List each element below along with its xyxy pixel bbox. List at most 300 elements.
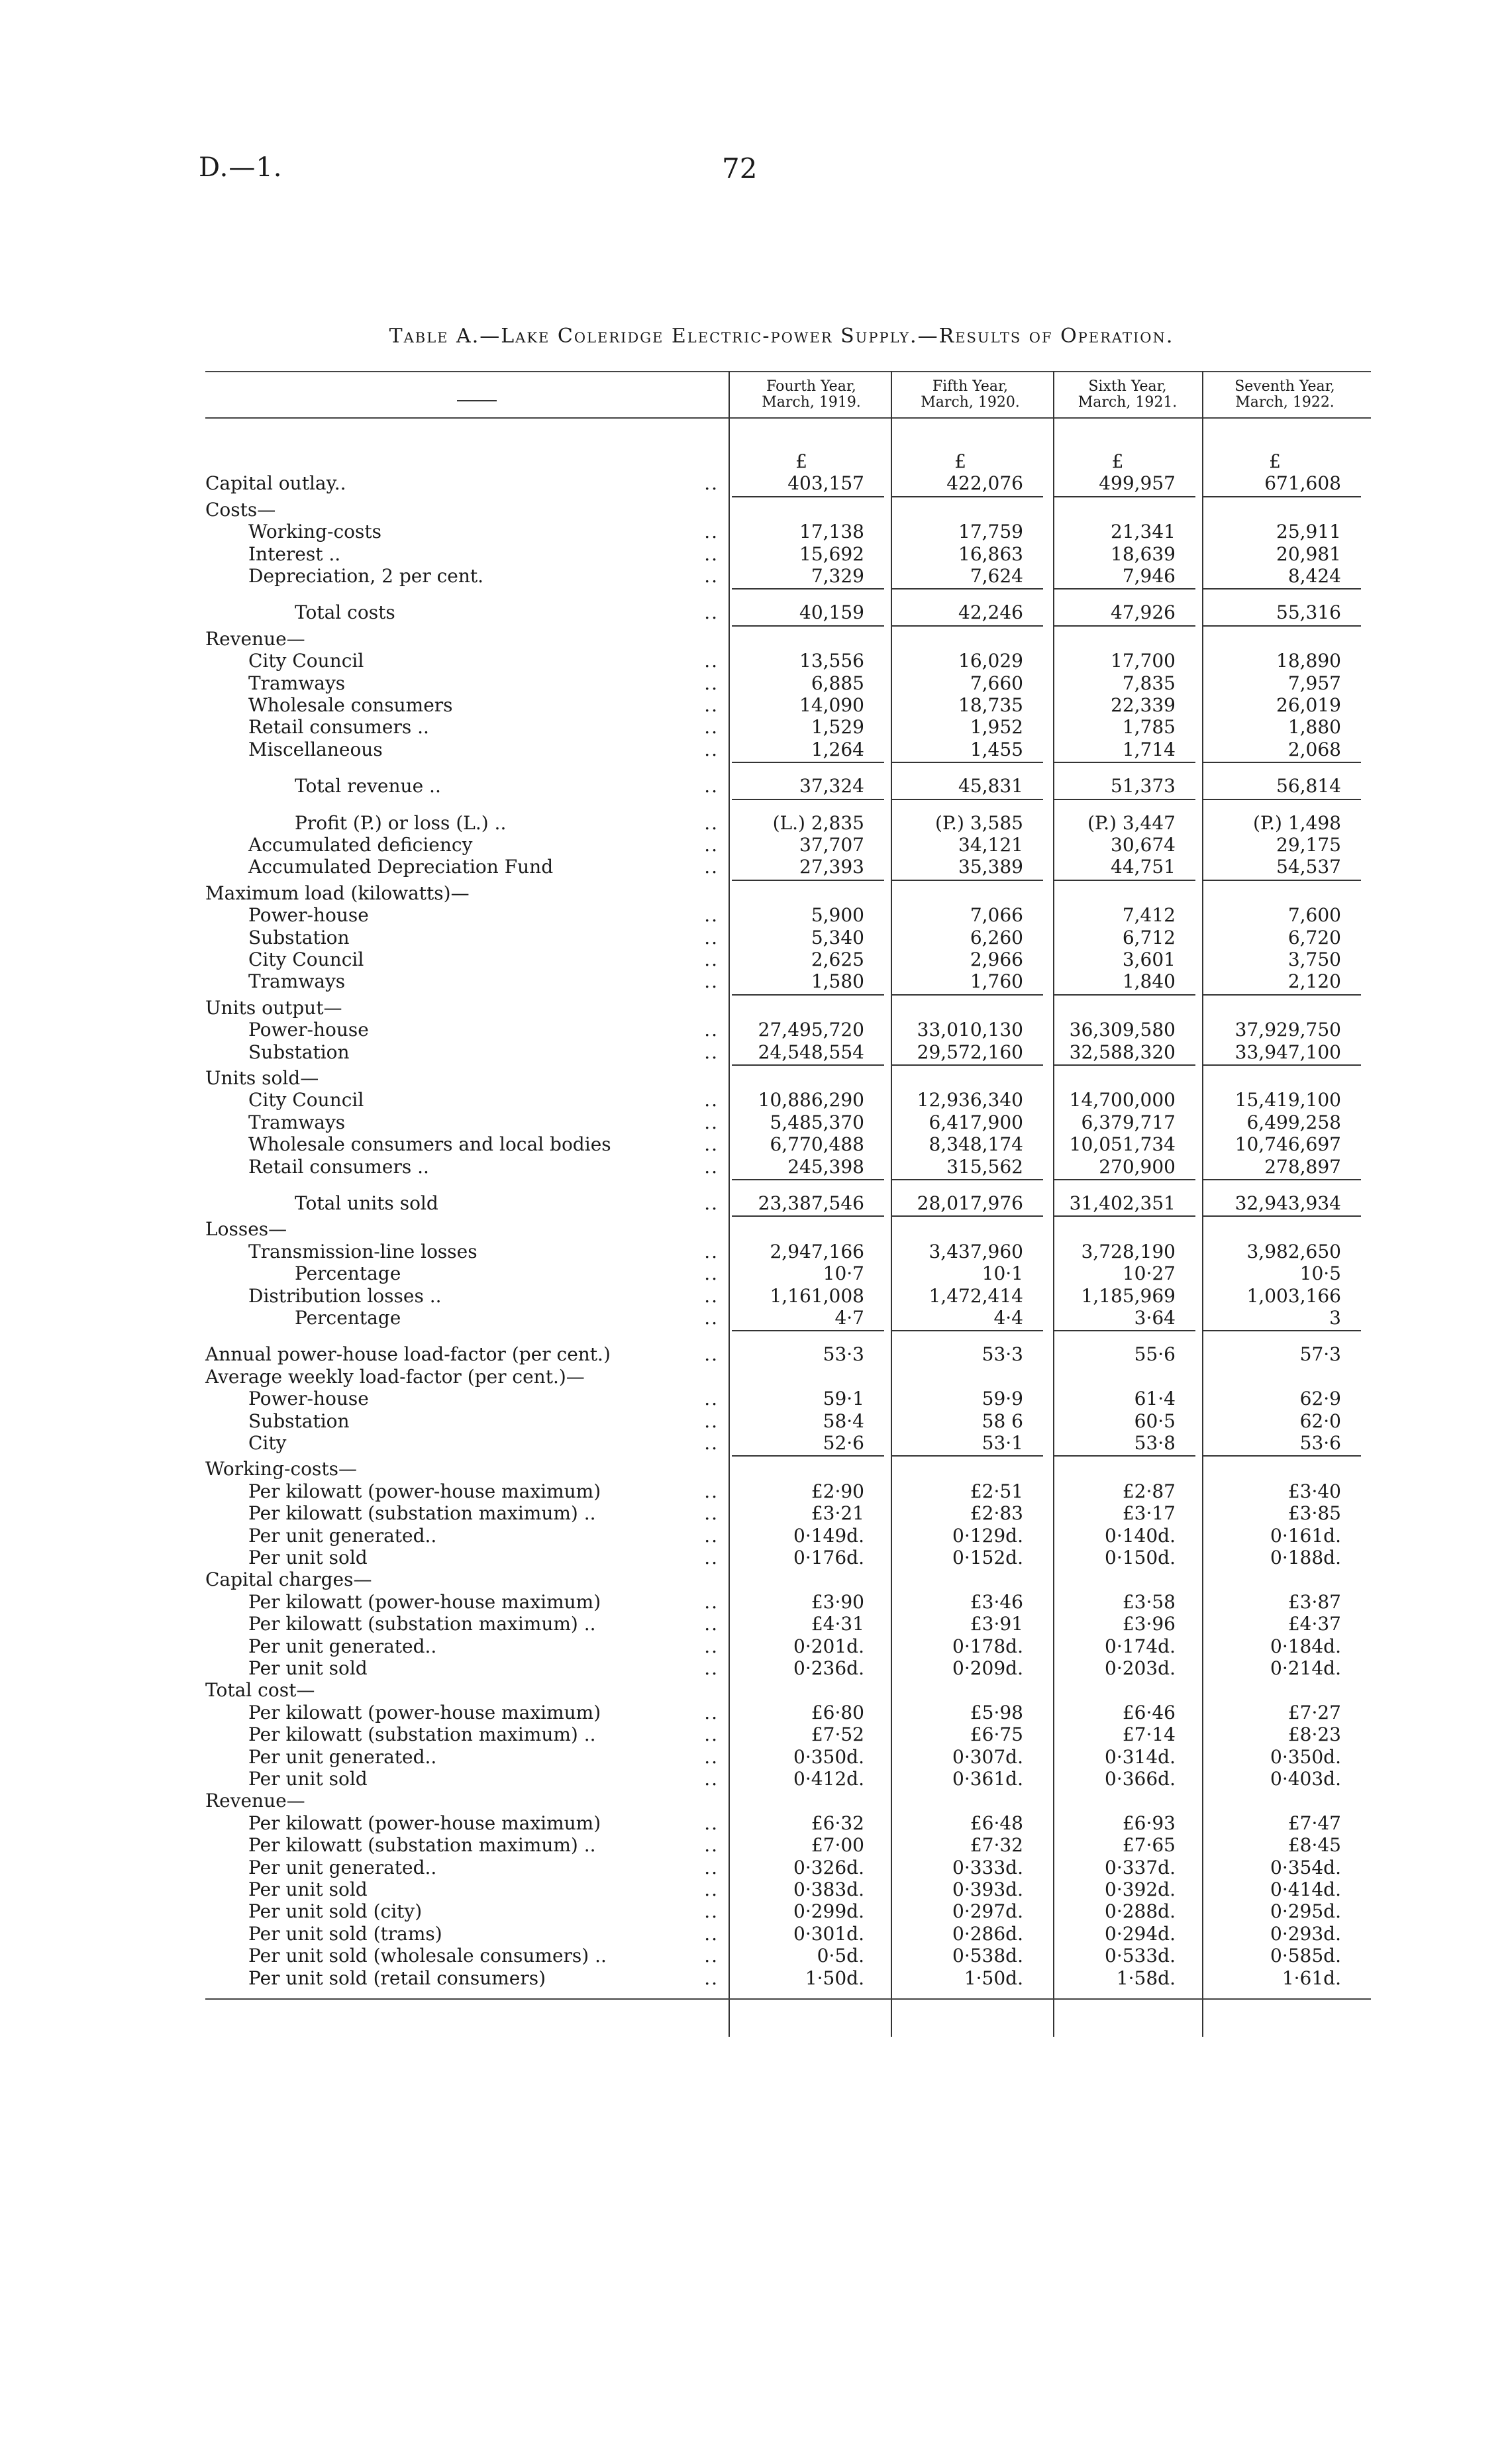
stub-header xyxy=(457,400,497,401)
value-cell: 0·412d. xyxy=(793,1768,864,1790)
value-cell: 37,929,750 xyxy=(1234,1019,1341,1041)
value-cell: 33,010,130 xyxy=(917,1019,1023,1041)
value-cell: 1,264 xyxy=(811,739,864,760)
subtotal-rule xyxy=(732,994,884,996)
value-cell: £ xyxy=(1269,450,1281,472)
row-label: Revenue— xyxy=(205,628,305,650)
table-row xyxy=(205,970,1371,992)
value-cell: 1·50d. xyxy=(805,1967,864,1989)
row-label: Capital outlay.. xyxy=(205,472,346,494)
row-label: Retail consumers .. xyxy=(248,716,429,738)
value-cell: 0·361d. xyxy=(952,1768,1023,1790)
table-row xyxy=(205,904,1371,926)
row-label: Power-house xyxy=(248,904,369,926)
row-label: Total costs xyxy=(295,601,395,623)
value-cell: £2·83 xyxy=(970,1502,1023,1524)
leader-dots: .. xyxy=(704,834,719,856)
value-cell: 0·209d. xyxy=(952,1657,1023,1679)
row-label: Units sold— xyxy=(205,1067,319,1089)
row-label: Losses— xyxy=(205,1218,287,1240)
value-cell: 0·297d. xyxy=(952,1900,1023,1922)
value-cell: £2·90 xyxy=(811,1480,864,1502)
value-cell: 0·201d. xyxy=(793,1635,864,1657)
table-row xyxy=(205,1857,1371,1878)
subtotal-rule xyxy=(891,1455,1043,1457)
subtotal-rule xyxy=(1202,799,1361,800)
row-label: City Council xyxy=(248,1089,364,1111)
value-cell: 0·366d. xyxy=(1105,1768,1176,1790)
row-label: Accumulated Depreciation Fund xyxy=(248,856,554,878)
row-label: Percentage xyxy=(295,1262,401,1284)
table-row xyxy=(205,1547,1371,1568)
value-cell: 0·286d. xyxy=(952,1923,1023,1945)
value-cell: 10·5 xyxy=(1299,1262,1341,1284)
value-cell: 6,499,258 xyxy=(1246,1111,1341,1133)
value-cell: 47,926 xyxy=(1111,601,1176,623)
table-row xyxy=(205,1262,1371,1284)
subtotal-rule xyxy=(891,799,1043,800)
table-row xyxy=(205,694,1371,716)
subtotal-rule xyxy=(1202,625,1361,627)
value-cell: 6,417,900 xyxy=(929,1111,1023,1133)
subtotal-rule xyxy=(891,994,1043,996)
row-label: Per unit generated.. xyxy=(248,1635,437,1657)
table-row xyxy=(205,1746,1371,1768)
value-cell: 28,017,976 xyxy=(917,1192,1023,1214)
value-cell: £6·75 xyxy=(970,1723,1023,1745)
value-cell: 62·9 xyxy=(1299,1388,1341,1410)
value-cell: 0·161d. xyxy=(1270,1525,1341,1547)
value-cell: 0·337d. xyxy=(1105,1857,1176,1878)
table-row xyxy=(205,775,1371,797)
table-row xyxy=(205,1041,1371,1063)
value-cell: £3·91 xyxy=(970,1613,1023,1635)
value-cell: 0·236d. xyxy=(793,1657,864,1679)
value-cell: 7,957 xyxy=(1287,672,1341,694)
value-cell: £3·46 xyxy=(970,1591,1023,1613)
value-cell: 0·414d. xyxy=(1270,1878,1341,1900)
row-label: Per unit sold xyxy=(248,1657,368,1679)
value-cell: 1,952 xyxy=(970,716,1023,738)
value-cell: 10,051,734 xyxy=(1069,1133,1176,1155)
subtotal-rule xyxy=(1053,880,1195,881)
row-label: Per kilowatt (substation maximum) .. xyxy=(248,1723,596,1745)
value-cell: 6,712 xyxy=(1122,927,1176,949)
row-label: Percentage xyxy=(295,1307,401,1329)
subtotal-rule xyxy=(732,496,884,497)
row-label: Per kilowatt (power-house maximum) xyxy=(248,1702,601,1723)
subtotal-rule xyxy=(1202,1330,1361,1331)
value-cell: 10,886,290 xyxy=(758,1089,864,1111)
value-cell: 54,537 xyxy=(1276,856,1341,878)
value-cell: 1,580 xyxy=(811,970,864,992)
leader-dots: .. xyxy=(704,812,719,834)
row-label: Substation xyxy=(248,1041,350,1063)
value-cell: 0·294d. xyxy=(1105,1923,1176,1945)
table-row xyxy=(205,997,1371,1019)
leader-dots: .. xyxy=(704,1702,719,1723)
value-cell: 0·178d. xyxy=(952,1635,1023,1657)
value-cell: (L.) 2,835 xyxy=(772,812,864,834)
subtotal-rule xyxy=(732,1330,884,1331)
value-cell: (P.) 3,447 xyxy=(1087,812,1176,834)
leader-dots: .. xyxy=(704,1525,719,1547)
subtotal-rule xyxy=(1202,496,1361,497)
value-cell: £6·93 xyxy=(1122,1812,1176,1834)
subtotal-rule xyxy=(732,625,884,627)
subtotal-rule xyxy=(891,880,1043,881)
value-cell: 1,185,969 xyxy=(1081,1285,1176,1307)
value-cell: 18,735 xyxy=(958,694,1023,716)
leader-dots: .. xyxy=(704,1111,719,1133)
table-row xyxy=(205,1657,1371,1679)
value-cell: 40,159 xyxy=(799,601,864,623)
value-cell: 30,674 xyxy=(1111,834,1176,856)
leader-dots: .. xyxy=(704,1192,719,1214)
value-cell: 1,529 xyxy=(811,716,864,738)
value-cell: 0·585d. xyxy=(1270,1945,1341,1967)
value-cell: 0·307d. xyxy=(952,1746,1023,1768)
row-label: City Council xyxy=(248,650,364,672)
row-label: Capital charges— xyxy=(205,1568,372,1590)
row-label: Accumulated deficiency xyxy=(248,834,473,856)
leader-dots: .. xyxy=(704,927,719,949)
leader-dots: .. xyxy=(704,1089,719,1111)
value-cell: 671,608 xyxy=(1264,472,1341,494)
value-cell: 0·533d. xyxy=(1105,1945,1176,1967)
header-bottom-rule xyxy=(205,417,1371,419)
table-top-rule xyxy=(205,371,1371,372)
table-row xyxy=(205,1192,1371,1214)
row-label: Per kilowatt (substation maximum) .. xyxy=(248,1613,596,1635)
row-label: Retail consumers .. xyxy=(248,1156,429,1178)
value-cell: 315,562 xyxy=(946,1156,1023,1178)
row-label: Distribution losses .. xyxy=(248,1285,442,1307)
leader-dots: .. xyxy=(704,1945,719,1967)
row-label: Per unit generated.. xyxy=(248,1525,437,1547)
value-cell: £6·48 xyxy=(970,1812,1023,1834)
value-cell: 0·129d. xyxy=(952,1525,1023,1547)
value-cell: 2,966 xyxy=(970,949,1023,970)
value-cell: 32,588,320 xyxy=(1069,1041,1176,1063)
value-cell: 5,485,370 xyxy=(770,1111,864,1133)
leader-dots: .. xyxy=(704,1746,719,1768)
value-cell: 15,692 xyxy=(799,543,864,565)
table-row xyxy=(205,1111,1371,1133)
table-row xyxy=(205,601,1371,623)
value-cell: 0·383d. xyxy=(793,1878,864,1900)
value-cell: 6,720 xyxy=(1287,927,1341,949)
leader-dots: .. xyxy=(704,650,719,672)
leader-dots: .. xyxy=(704,716,719,738)
table-row xyxy=(205,1458,1371,1480)
value-cell: 53·3 xyxy=(823,1343,864,1365)
subtotal-rule xyxy=(1053,1179,1195,1180)
value-cell: 0·314d. xyxy=(1105,1746,1176,1768)
subtotal-rule xyxy=(732,762,884,763)
value-cell: 8,424 xyxy=(1287,565,1341,587)
value-cell: 23,387,546 xyxy=(758,1192,864,1214)
value-cell: 403,157 xyxy=(787,472,864,494)
row-label: City xyxy=(248,1432,287,1454)
table-row xyxy=(205,521,1371,542)
value-cell: 15,419,100 xyxy=(1234,1089,1341,1111)
value-cell: 17,138 xyxy=(799,521,864,542)
subtotal-rule xyxy=(732,1064,884,1066)
leader-dots: .. xyxy=(704,1591,719,1613)
value-cell: 278,897 xyxy=(1264,1156,1341,1178)
table-row xyxy=(205,672,1371,694)
row-label: Per kilowatt (power-house maximum) xyxy=(248,1480,601,1502)
value-cell: 22,339 xyxy=(1111,694,1176,716)
table-row xyxy=(205,1432,1371,1454)
subtotal-rule xyxy=(1202,762,1361,763)
row-label: Per kilowatt (power-house maximum) xyxy=(248,1812,601,1834)
table-row xyxy=(205,1285,1371,1307)
row-label: Units output— xyxy=(205,997,342,1019)
value-cell: 59·1 xyxy=(823,1388,864,1410)
value-cell: 6,885 xyxy=(811,672,864,694)
table-row xyxy=(205,450,1371,472)
row-label: Per unit sold xyxy=(248,1547,368,1568)
value-cell: 0·174d. xyxy=(1105,1635,1176,1657)
value-cell: £3·17 xyxy=(1122,1502,1176,1524)
table-row xyxy=(205,1388,1371,1410)
value-cell: 0·140d. xyxy=(1105,1525,1176,1547)
value-cell: 1,003,166 xyxy=(1246,1285,1341,1307)
leader-dots: .. xyxy=(704,1480,719,1502)
value-cell: £7·52 xyxy=(811,1723,864,1745)
value-cell: £3·40 xyxy=(1287,1480,1341,1502)
table-row xyxy=(205,1768,1371,1790)
table-row xyxy=(205,1218,1371,1240)
value-cell: 34,121 xyxy=(958,834,1023,856)
row-label: Working-costs xyxy=(248,521,381,542)
value-cell: £7·65 xyxy=(1122,1834,1176,1856)
leader-dots: .. xyxy=(704,1878,719,1900)
value-cell: 6,260 xyxy=(970,927,1023,949)
subtotal-rule xyxy=(1202,1215,1361,1217)
row-label: Wholesale consumers and local bodies xyxy=(248,1133,611,1155)
value-cell: 0·301d. xyxy=(793,1923,864,1945)
subtotal-rule xyxy=(891,1064,1043,1066)
leader-dots: .. xyxy=(704,1967,719,1989)
leader-dots: .. xyxy=(704,1041,719,1063)
table-row xyxy=(205,1834,1371,1856)
document-code: D.—1. xyxy=(199,152,283,183)
table-row xyxy=(205,716,1371,738)
value-cell: 0·403d. xyxy=(1270,1768,1341,1790)
value-cell: 1·58d. xyxy=(1116,1967,1176,1989)
row-label: Profit (P.) or loss (L.) .. xyxy=(295,812,507,834)
value-cell: 0·214d. xyxy=(1270,1657,1341,1679)
row-label: Per unit sold (city) xyxy=(248,1900,423,1922)
row-label: Wholesale consumers xyxy=(248,694,453,716)
leader-dots: .. xyxy=(704,739,719,760)
table-title: Table A.—Lake Coleridge Electric-power Supply.—Results of Operation. xyxy=(389,325,1174,348)
table-bottom-rule xyxy=(205,1998,1371,2000)
value-cell: 33,947,100 xyxy=(1234,1041,1341,1063)
value-cell: 21,341 xyxy=(1111,521,1176,542)
value-cell: 499,957 xyxy=(1099,472,1176,494)
value-cell: 422,076 xyxy=(946,472,1023,494)
leader-dots: .. xyxy=(704,904,719,926)
value-cell: 270,900 xyxy=(1099,1156,1176,1178)
table-row xyxy=(205,834,1371,856)
table-row xyxy=(205,1067,1371,1089)
value-cell: 55,316 xyxy=(1276,601,1341,623)
value-cell: 8,348,174 xyxy=(929,1133,1023,1155)
leader-dots: .. xyxy=(704,1285,719,1307)
subtotal-rule xyxy=(1053,799,1195,800)
column-header: Fourth Year, March, 1919. xyxy=(762,378,861,411)
leader-dots: .. xyxy=(704,565,719,587)
value-cell: 1,161,008 xyxy=(770,1285,864,1307)
row-label: Per unit sold xyxy=(248,1878,368,1900)
value-cell: £8·45 xyxy=(1287,1834,1341,1856)
value-cell: 6,770,488 xyxy=(770,1133,864,1155)
value-cell: 0·5d. xyxy=(817,1945,864,1967)
value-cell: 2,947,166 xyxy=(770,1241,864,1262)
row-label: Total revenue .. xyxy=(295,775,441,797)
value-cell: 62·0 xyxy=(1299,1410,1341,1432)
value-cell: 1,880 xyxy=(1287,716,1341,738)
leader-dots: .. xyxy=(704,521,719,542)
value-cell: 0·150d. xyxy=(1105,1547,1176,1568)
row-label: Average weekly load-factor (per cent.)— xyxy=(205,1366,585,1388)
leader-dots: .. xyxy=(704,1834,719,1856)
table-row xyxy=(205,1812,1371,1834)
subtotal-rule xyxy=(891,1215,1043,1217)
subtotal-rule xyxy=(1053,1330,1195,1331)
value-cell: 10,746,697 xyxy=(1234,1133,1341,1155)
value-cell: (P.) 1,498 xyxy=(1253,812,1341,834)
subtotal-rule xyxy=(1053,588,1195,590)
row-label: Per kilowatt (substation maximum) .. xyxy=(248,1834,596,1856)
value-cell: 0·176d. xyxy=(793,1547,864,1568)
leader-dots: .. xyxy=(704,1923,719,1945)
table-row xyxy=(205,1790,1371,1812)
table-row xyxy=(205,1702,1371,1723)
leader-dots: .. xyxy=(704,1657,719,1679)
leader-dots: .. xyxy=(704,694,719,716)
leader-dots: .. xyxy=(704,1502,719,1524)
subtotal-rule xyxy=(1053,994,1195,996)
table-row xyxy=(205,628,1371,650)
value-cell: £7·14 xyxy=(1122,1723,1176,1745)
table-row xyxy=(205,1723,1371,1745)
value-cell: 0·293d. xyxy=(1270,1923,1341,1945)
value-cell: 0·152d. xyxy=(952,1547,1023,1568)
subtotal-rule xyxy=(1053,1455,1195,1457)
value-cell: 61·4 xyxy=(1134,1388,1176,1410)
subtotal-rule xyxy=(732,1215,884,1217)
value-cell: 44,751 xyxy=(1111,856,1176,878)
value-cell: 60·5 xyxy=(1134,1410,1176,1432)
value-cell: 51,373 xyxy=(1111,775,1176,797)
table-row xyxy=(205,1307,1371,1329)
value-cell: £8·23 xyxy=(1287,1723,1341,1745)
leader-dots: .. xyxy=(704,1156,719,1178)
row-label: Per unit sold xyxy=(248,1768,368,1790)
value-cell: 53·3 xyxy=(981,1343,1023,1365)
row-label: Tramways xyxy=(248,1111,346,1133)
value-cell: 0·203d. xyxy=(1105,1657,1176,1679)
subtotal-rule xyxy=(891,496,1043,497)
value-cell: 0·333d. xyxy=(952,1857,1023,1878)
value-cell: 0·295d. xyxy=(1270,1900,1341,1922)
value-cell: 18,639 xyxy=(1111,543,1176,565)
leader-dots: .. xyxy=(704,1857,719,1878)
value-cell: 1,785 xyxy=(1122,716,1176,738)
value-cell: £3·21 xyxy=(811,1502,864,1524)
value-cell: 4·7 xyxy=(834,1307,864,1329)
row-label: Costs— xyxy=(205,499,276,521)
row-label: Per unit generated.. xyxy=(248,1746,437,1768)
value-cell: 1,840 xyxy=(1122,970,1176,992)
row-label: Total cost— xyxy=(205,1679,315,1701)
value-cell: £6·32 xyxy=(811,1812,864,1834)
value-cell: 27,393 xyxy=(799,856,864,878)
table-row xyxy=(205,1679,1371,1701)
page-number: 72 xyxy=(722,152,758,185)
value-cell: 55·6 xyxy=(1134,1343,1176,1365)
value-cell: £3·58 xyxy=(1122,1591,1176,1613)
subtotal-rule xyxy=(1053,625,1195,627)
row-label: Total units sold xyxy=(295,1192,438,1214)
subtotal-rule xyxy=(1202,1064,1361,1066)
value-cell: £ xyxy=(1111,450,1124,472)
value-cell: £7·47 xyxy=(1287,1812,1341,1834)
value-cell: £ xyxy=(795,450,807,472)
value-cell: 57·3 xyxy=(1299,1343,1341,1365)
row-label: Working-costs— xyxy=(205,1458,357,1480)
table-row xyxy=(205,1241,1371,1262)
value-cell: 0·149d. xyxy=(793,1525,864,1547)
table-row xyxy=(205,1156,1371,1178)
value-cell: £4·37 xyxy=(1287,1613,1341,1635)
table-row xyxy=(205,1366,1371,1388)
value-cell: 3,601 xyxy=(1122,949,1176,970)
subtotal-rule xyxy=(891,588,1043,590)
value-cell: 0·354d. xyxy=(1270,1857,1341,1878)
table-row xyxy=(205,812,1371,834)
value-cell: 53·6 xyxy=(1299,1432,1341,1454)
value-cell: 0·393d. xyxy=(952,1878,1023,1900)
row-label: Miscellaneous xyxy=(248,739,383,760)
value-cell: 13,556 xyxy=(799,650,864,672)
row-label: Substation xyxy=(248,1410,350,1432)
value-cell: 29,572,160 xyxy=(917,1041,1023,1063)
table-row xyxy=(205,1945,1371,1967)
value-cell: 29,175 xyxy=(1276,834,1341,856)
value-cell: £3·87 xyxy=(1287,1591,1341,1613)
value-cell: 0·184d. xyxy=(1270,1635,1341,1657)
row-label: Per kilowatt (substation maximum) .. xyxy=(248,1502,596,1524)
value-cell: 0·350d. xyxy=(793,1746,864,1768)
row-label: Power-house xyxy=(248,1019,369,1041)
leader-dots: .. xyxy=(704,1812,719,1834)
value-cell: 45,831 xyxy=(958,775,1023,797)
value-cell: 7,835 xyxy=(1122,672,1176,694)
value-cell: 42,246 xyxy=(958,601,1023,623)
value-cell: 0·188d. xyxy=(1270,1547,1341,1568)
value-cell: 12,936,340 xyxy=(917,1089,1023,1111)
leader-dots: .. xyxy=(704,1133,719,1155)
subtotal-rule xyxy=(732,1179,884,1180)
value-cell: £7·00 xyxy=(811,1834,864,1856)
value-cell: 1,472,414 xyxy=(929,1285,1023,1307)
